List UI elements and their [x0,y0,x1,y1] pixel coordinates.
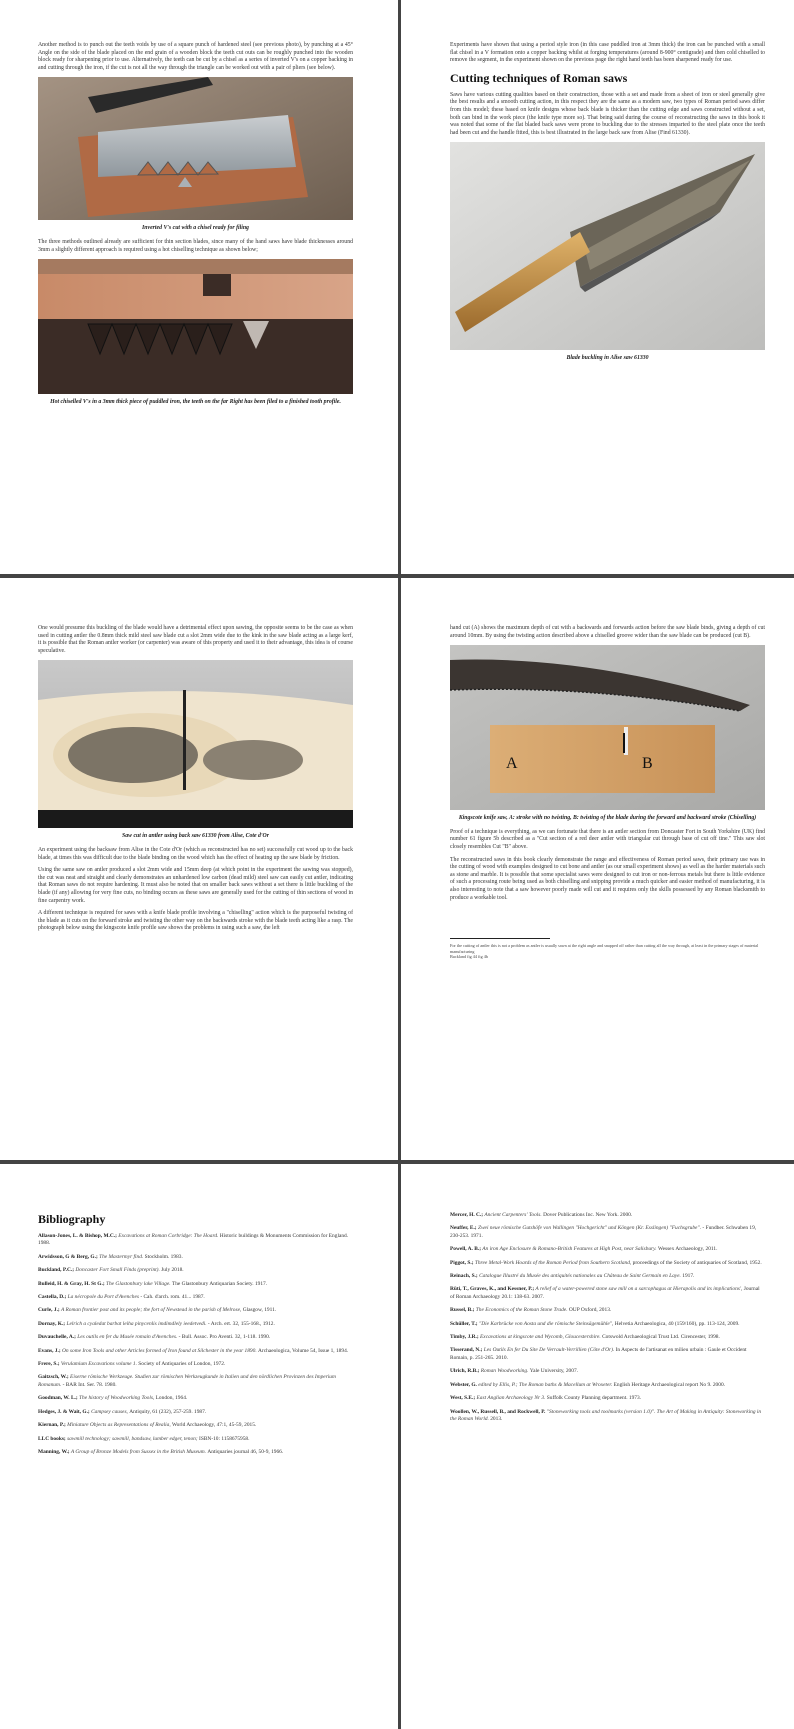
bibliography-title: Roman Woodworking. [479,1368,530,1375]
bibliography-author: Tisserand, N.; [450,1347,483,1354]
body-paragraph: Experiments have shown that using a period style iron (in this case puddled iron at 3mm thick) the iron can be punched with a small flat chisel in a V formation onto a copper backing whilst at forging temperatures (around 8-900° centigrade) and then cold chiselled to remove the segment, in the experiment shown on the previous page the right hand teeth has been sharpened ready for use. [450,42,765,64]
bibliography-author: Russel, B.; [450,1307,475,1314]
bibliography-entry [38,1395,353,1402]
bibliography-author: Neuffer, E.; [450,1225,477,1232]
bibliography-entry [450,1307,765,1314]
alise-saw-photo-illustration [450,142,765,350]
body-paragraph: Using the same saw on antler produced a slot 2mm wide and 15mm deep (at which point in the experiment the sawing was stopped), the cut was neat and straight and clearly demonstrates an unhardened low carbon (dead mild) steel saw can easily cut antler, indicating that Roman saws do not require hardening. It must also be noted that on smaller back saws without a set there is little buckling of the blade (if any) allowing for very fine cuts, no binding occurs as these saws are generally used for the cutting of thin sections of wood in fine carpentry work. [38,867,353,904]
page-left-2 [38,578,353,1160]
bibliography-heading: Bibliography [38,1212,106,1226]
bibliography-list-left [38,1233,353,1456]
bibliography-entry [38,1422,353,1429]
bibliography-entry [450,1382,765,1389]
body-paragraph: Another method is to punch out the teeth voids by use of a square punch of hardened steel (see previous photo), by punching at a 45° Angle on the side of the blade placed on the end grain of a wooden block the teeth cut outs can be roughly punched into the wooden block ready for sharpening prior to use. Alternatively, the teeth can be cut by a chisel as a series of inverted V's on a copper backing in and cutting through the iron, if the cut is not all the way through the triangle can be worked out with a pair of pliers (see below). [38,42,353,71]
bibliography-title: Zwei neue römische Gutshöfe von Wallingen "Hochgericht" und Köngen (Kr. Esslingen) "Fuchsgrube". [476,1225,703,1232]
spread-1 [0,0,794,574]
bibliography-title: Miniature Objects as Representations of Realia, [65,1422,173,1429]
hot-chiselled-photo-illustration [38,259,353,394]
bibliography-details: London, 1964. [155,1395,188,1402]
bibliography-author: Duvauchelle, A.; [38,1334,76,1341]
bibliography-details: Cotswold Archaeological Trust Ltd. Cirencester, 1998. [602,1334,720,1341]
body-paragraph: The reconstructed saws in this book clearly demonstrate the range and effectiveness of Roman period saws, their primary use was in the cutting of wood with examples designed to cut bone and antler (as our small experiment shows) as well as the harder materials such as stone and marble. It is possible that some specialist saws were designed to cut iron or non-ferrous metals but there is little evidence of such a processing route being used as both chiselling and snipping provide a much quicker and easier method of manufacturing, it is also interesting to note that a saw however poorly made will cut and it requires only the skills possessed by any Roman blacksmith to produce a workable tool. [450,856,765,901]
bibliography-author: Mercer, H. C.; [450,1212,484,1218]
photo-caption: Saw cut in antler using back saw 61330 from Alise, Cote d'Or [122,833,269,840]
bibliography-entry [450,1273,765,1280]
bibliography-title: Ancient Carpenters' Tools. [483,1212,544,1218]
bibliography-entry [450,1347,765,1362]
bibliography-title: A relief of a water-powered stone saw mill on a sarcophagus at Hierapolis and its implications', [534,1286,744,1293]
bibliography-author: Reinach, S.; [450,1273,478,1280]
bibliography-details: - Fundber. Schwaben 19, 230-253. 1971. [450,1225,757,1239]
spread-divider [398,0,401,574]
bibliography-author: LLC books; [38,1435,66,1442]
bibliography-author: Buckland, P.C.; [38,1267,75,1274]
bibliography-details: - Cah. d'arch. rom. 41... 1987. [140,1294,205,1301]
bibliography-title: La nécropole du Port d'Avenches [66,1294,141,1301]
bibliography-title: On some Iron Tools and other Articles formed of Iron found at Silchester in the year 1890. [60,1347,259,1354]
bibliography-author: Allason-Jones, L. & Bishop, M.C.; [38,1233,117,1239]
bibliography-details: - BAR Int. Ser. 78. 1980. [62,1381,117,1388]
bibliography-entry [450,1225,765,1240]
bibliography-details: Stockholm. 1983. [144,1253,183,1260]
bibliography-title: Three Metal-Work Hoards of the Roman Period from Southern Scotland, [473,1259,633,1266]
bibliography-title: The Economics of the Roman Stone Trade. [474,1307,569,1314]
bibliography-details: Archaeologica, Volume 54, Issue 1, 1894. [258,1347,349,1354]
bibliography-details: Wessex Archaeology, 2011. [657,1246,718,1253]
bibliography-details: 1917. [682,1273,695,1280]
bibliography-author: Gaitzsch, W.; [38,1374,69,1381]
bibliography-author: Goodman, W. L.; [38,1395,78,1402]
inverted-v-photo-illustration [38,77,353,220]
bibliography-entry [38,1294,353,1301]
bibliography-entry [38,1449,353,1456]
bibliography-author: Woollen, W., Russell, B., and Rockwell, P. [450,1408,546,1415]
antler-photo-illustration [38,660,353,828]
bibliography-entry [38,1361,353,1368]
bibliography-entry [38,1233,353,1248]
bibliography-entry [38,1334,353,1341]
photo-caption: Inverted V's cut with a chisel ready for filing [142,225,249,232]
bibliography-title: The Glastonbury lake Village. [104,1280,172,1287]
bibliography-entry [38,1254,353,1261]
bibliography-details: Suffolk County Planning department. 1973. [546,1395,642,1402]
bibliography-author: Castella, D.; [38,1294,67,1301]
bibliography-author: Ulrich, R.B.; [450,1368,480,1375]
kingscote-photo-illustration [450,645,765,810]
bibliography-details: Yale University, 2007. [529,1368,578,1375]
bibliography-entry [38,1409,353,1416]
page-left-3 [38,1164,353,1729]
bibliography-entry [38,1374,353,1389]
bibliography-details: The Glastonbury Antiquarian Society. 1917. [171,1280,268,1287]
bibliography-author: Schüller, T.; [450,1320,478,1327]
bibliography-details: proceedings of the Society of antiquaries of Scotland, 1952. [632,1259,762,1266]
bibliography-details: 2013. [490,1415,503,1422]
bibliography-entry [450,1246,765,1253]
page-left-1 [38,0,353,574]
body-paragraph: One would presume this buckling of the blade would have a detrimental effect upon sawing, the opposite seems to be the case as when used in cutting antler the 0.8mm thick mild steel saw blade cut a slot 2mm wide due to the kink in the saw blade acting as a large kerf, it is possible that the Roman antler worker (or carpenter) was aware of this property and used it to their advantage, this idea is of course speculative. [38,625,353,654]
bibliography-author: Bulleid, H. & Gray, H. St G.; [38,1280,105,1287]
spread-divider [398,1164,401,1729]
bibliography-author: Dornay, K.; [38,1320,66,1327]
bibliography-title: Les outils en fer du Musée romain d'Avenches. [75,1334,179,1341]
bibliography-author: Rüti, T., Graves, K., and Kessner, P.; [450,1286,535,1293]
bibliography-author: Webster, G. [450,1381,477,1388]
photo-alise-saw-buckling [450,142,765,350]
bibliography-list-right [450,1212,765,1423]
bibliography-author: Curle, J.; [38,1307,60,1314]
bibliography-details: Antiquaries journal 46, 50-9, 1966. [207,1448,284,1455]
body-paragraph: hand cut (A) shows the maximum depth of cut with a backwards and forwards action before the saw blade binds, giving a depth of cut around 10mm. By using the twisting action described above a chiselled groove wider than the saw blade can be produced (cut B). [450,625,765,639]
bibliography-entry [38,1307,353,1314]
bibliography-entry [450,1286,765,1301]
bibliography-author: Evans, J.; [38,1347,61,1354]
bibliography-author: Hedges, J. & Wait, G.; [38,1408,90,1415]
bibliography-entry [38,1436,353,1443]
bibliography-details: In Aspects de l'artisanat en milieu urbain : Gaule et Occident Romain, p. 251-265. 2010. [450,1347,747,1361]
bibliography-entry [450,1334,765,1341]
bibliography-details: Journal of Roman Archaeology 20.1: 138-63. 2007. [450,1286,760,1300]
bibliography-details: Society of Antiquaries of London, 1972. [138,1361,226,1368]
bibliography-entry [38,1281,353,1288]
bibliography-title: A Group of Bronze Models from Sussex in the British Museum. [69,1448,208,1455]
spread-divider [398,578,401,1160]
bibliography-title: Les Outils En fer Du Site De Verrault-Verrillien (Côte d'Or). [482,1347,616,1354]
bibliography-author: West, S.E.; [450,1395,476,1402]
bibliography-author: Timby, J.R.; [450,1334,479,1341]
bibliography-entry [450,1321,765,1328]
bibliography-title: Campsey causes, [89,1408,130,1415]
cut-label-a: A [506,755,518,773]
bibliography-author: Frere, S.; [38,1361,60,1368]
bibliography-author: Arwidsson, G & Berg, G.; [38,1253,98,1260]
bibliography-details: July 2018. [161,1267,184,1274]
body-paragraph: Proof of a technique is everything, as we can fortunate that there is an antler section from Doncaster Fort in South Yorkshire (UK) find number 61 figure 5b described as a "Cut section of a red deer antler with triangular cut through base of cut off tine." This saw slot closely resembles Cut "B" above. [450,828,765,850]
bibliography-details: Glasgow, 1911. [242,1307,277,1314]
bibliography-entry [450,1260,765,1267]
body-paragraph: Saws have various cutting qualities based on their construction, those with a set and made from a sheet of iron or steel generally give the best results and a smooth cutting action, in this respect they are the same as a modern saw, two types of Roman period saws differ from this model; these based on knife designs whose back blade is thicker than the cutting edge and saws constructed without a set, both can bind in the work piece (the knife type more so). That being said during the course of reconstructing the saws in this book it was noted that some of the flat bladed back saws were prone to buckling due to the stresses imparted to the steel plate once the teeth had been cut and the handle fitted, this is best illustrated in the large back saw from Alise (Find 61330). [450,91,765,136]
bibliography-author: Piggot, S.; [450,1259,474,1266]
bibliography-entry [38,1321,353,1328]
bibliography-title: sawmill technology; sawmill, bandsaw, lumber edger, tenon; [65,1435,200,1442]
bibliography-title: Verulamium Excavations volume 1. [59,1361,139,1368]
bibliography-title: "Die Karbrücke von Aosta und die römische Steinsägemühle", [477,1320,615,1327]
photo-caption: Kingscote knife saw, A: stroke with no twisting, B: twisting of the blade during the forward and backward stroke (Chiselling) [458,815,757,822]
bibliography-details: OUP Oxford, 2013. [568,1307,612,1314]
photo-antler-saw-cut [38,660,353,828]
bibliography-entry [450,1409,765,1424]
bibliography-title: Excavations at Roman Corbridge: The Hoard. [116,1233,220,1239]
section-heading: Cutting techniques of Roman saws [450,70,628,85]
bibliography-details: Helvetia Archaeologica, 40 (159/160), pp. 113-124, 2009. [614,1320,740,1327]
body-paragraph: The three methods outlined already are sufficient for thin section blades, since many of the hand saws have blade thicknesses around 3mm a slightly different approach is required using a hot chiselling technique as shown below; [38,238,353,253]
bibliography-details: World Archaeology, 47:1, 45-59, 2015. [172,1422,257,1429]
bibliography-entry [450,1395,765,1402]
bibliography-details: ISBN-10: 1158675958. [199,1435,250,1442]
bibliography-title: The Mastermyr find. [97,1253,145,1260]
bibliography-entry [38,1267,353,1274]
bibliography-title: "Stoneworking tools and toolmarks (version 1.0)". The Art of Making in Antiquity: Stoneworking in the Roman World. [450,1408,762,1422]
page-right-1 [450,0,765,574]
photo-caption: Hot chiselled V's in a 3mm thick piece of puddled iron, the teeth on the far Right has been filed to a finished tooth profile. [50,399,341,406]
bibliography-entry [450,1368,765,1375]
bibliography-entry [38,1348,353,1355]
body-paragraph: A different technique is required for saws with a knife blade profile involving a "chiselling" action which is the purposeful twisting of the blade as it cuts on the forward stroke and twisting the other way on the backwards stroke with the blade teeth acting like a rasp. The photograph below using the kingscote knife profile saw shows the problems in using such a saw, the left [38,910,353,932]
bibliography-details: - Bull. Assoc. Pro Aventi. 32, 1-118. 1990. [178,1334,271,1341]
bibliography-author: Manning, W.; [38,1448,70,1455]
bibliography-author: Powell, A. B.; [450,1246,481,1253]
footnote: Buckland fig 44 fig 4b [450,954,488,960]
bibliography-title: An iron Age Enclosure & Romano-British Features at High Post, near Salisbury. [481,1246,658,1253]
bibliography-details: Antiquity, 61 (232), 257-259. 1987. [129,1408,207,1415]
bibliography-title: Excavations at kingscote and Wycomb, Gloucestershire. [478,1334,603,1341]
photo-inverted-v-cuts [38,77,353,220]
page-right-2 [450,578,765,1160]
bibliography-details: English Heritage Archaeological report No 9. 2000. [613,1381,725,1388]
bibliography-title: edited by Ellis, P.; The Roman baths & Macellum at Wroxeter. [476,1381,614,1388]
spread-3 [0,1164,794,1729]
bibliography-details: - Arch. ert. 32, 155-168., 1912. [207,1320,275,1327]
bibliography-title: A Roman frontier post and its people; the fort of Newstead in the parish of Melrose, [59,1307,243,1314]
bibliography-entry [450,1212,765,1219]
bibliography-title: Catalogue Illustré du Musée des antiquités nationales au Château de Saint Germain en Laye. [477,1273,683,1280]
cut-label-b: B [642,755,653,773]
bibliography-title: Lelrich a cyaledat barbat leiha pinycenlis imdimdlely ieedetvedi. [65,1320,208,1327]
bibliography-details: Dover Publications Inc. New York. 2000. [543,1212,633,1218]
photo-kingscote-knife-saw [450,645,765,810]
photo-caption: Blade buckling in Alise saw 61330 [566,355,649,362]
bibliography-title: Eiserne römische Werkzeuge. Studien zur römischen Werkzeugkunde in Italien und den nördlichen Provinzen des Imperium Romanum. [38,1374,336,1388]
photo-hot-chiselled-iron [38,259,353,394]
spread-2 [0,578,794,1160]
footnote-rule [450,938,550,939]
footnote: For the cutting of antler this is not a problem as antler is usually sawn at the right angle and snapped off rather than cutting all the way through, at least in the primary stages of material manufacturing [450,943,759,954]
page-right-3 [450,1164,765,1729]
bibliography-title: Doncaster Fort Small Finds (preprint). [74,1267,162,1274]
bibliography-title: East Anglian Archaeology Nr 3. [475,1395,547,1402]
bibliography-title: The history of Woodworking Tools, [77,1395,156,1402]
bibliography-author: Kiernan, P.; [38,1422,66,1429]
bibliography-details: Historic buildings & Monuments Commission for England. 1988. [38,1233,349,1247]
body-paragraph: An experiment using the backsaw from Alise in the Cote d'Or (which as reconstructed has no set) successfully cut wood up to the back blade, at times this was difficult due to the blade binding on the wood which has the effect of heating up the saw blade by friction. [38,846,353,861]
